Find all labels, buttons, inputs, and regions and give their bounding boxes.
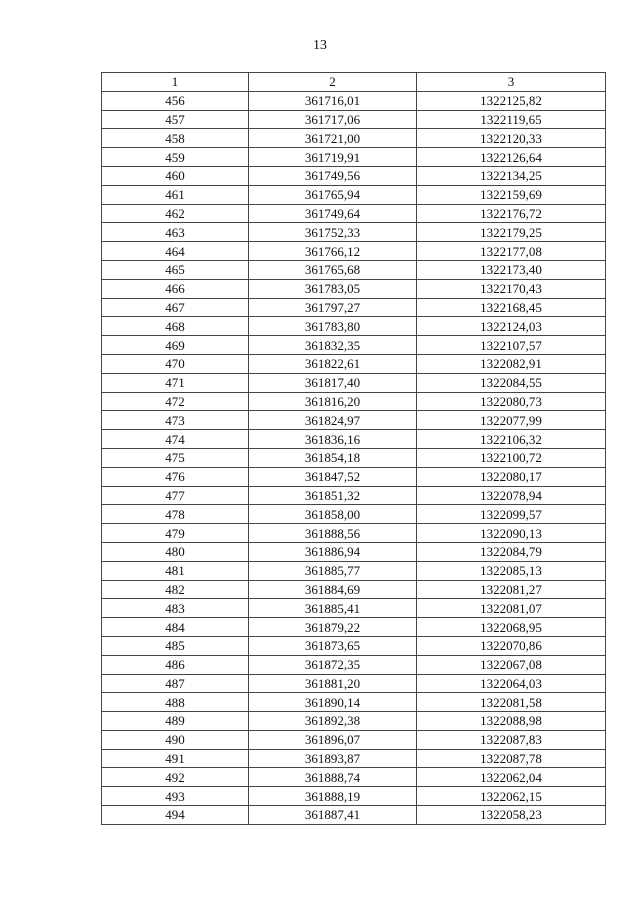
coordinate-x-cell: 361851,32 bbox=[249, 486, 417, 505]
table-row bbox=[102, 110, 606, 129]
coordinate-y-cell: 1322159,69 bbox=[417, 185, 606, 204]
point-number-cell: 491 bbox=[102, 749, 249, 768]
coordinate-y-cell: 1322087,83 bbox=[417, 730, 606, 749]
coordinate-y-cell: 1322134,25 bbox=[417, 166, 606, 185]
point-number-cell: 465 bbox=[102, 260, 249, 279]
coordinate-x-cell: 361783,05 bbox=[249, 279, 417, 298]
table-row bbox=[102, 129, 606, 148]
coordinate-x-cell: 361749,64 bbox=[249, 204, 417, 223]
point-number-cell: 475 bbox=[102, 448, 249, 467]
coordinate-y-cell: 1322081,27 bbox=[417, 580, 606, 599]
coordinate-y-cell: 1322087,78 bbox=[417, 749, 606, 768]
point-number-cell: 490 bbox=[102, 730, 249, 749]
coordinate-y-cell: 1322106,32 bbox=[417, 430, 606, 449]
coordinate-y-cell: 1322077,99 bbox=[417, 411, 606, 430]
coordinate-y-cell: 1322080,17 bbox=[417, 467, 606, 486]
coordinate-y-cell: 1322179,25 bbox=[417, 223, 606, 242]
table-row bbox=[102, 185, 606, 204]
point-number-cell: 477 bbox=[102, 486, 249, 505]
coordinate-x-cell: 361885,41 bbox=[249, 599, 417, 618]
coordinate-y-cell: 1322081,58 bbox=[417, 693, 606, 712]
coordinate-y-cell: 1322088,98 bbox=[417, 712, 606, 731]
point-number-cell: 485 bbox=[102, 636, 249, 655]
column-header-2: 2 bbox=[249, 73, 417, 92]
table-body bbox=[102, 91, 606, 824]
coordinate-x-cell: 361888,56 bbox=[249, 524, 417, 543]
coordinate-y-cell: 1322126,64 bbox=[417, 148, 606, 167]
point-number-cell: 468 bbox=[102, 317, 249, 336]
coordinate-y-cell: 1322120,33 bbox=[417, 129, 606, 148]
coordinate-x-cell: 361884,69 bbox=[249, 580, 417, 599]
table-row bbox=[102, 768, 606, 787]
table-row bbox=[102, 354, 606, 373]
table-row bbox=[102, 260, 606, 279]
coordinate-x-cell: 361721,00 bbox=[249, 129, 417, 148]
point-number-cell: 467 bbox=[102, 298, 249, 317]
point-number-cell: 483 bbox=[102, 599, 249, 618]
point-number-cell: 480 bbox=[102, 542, 249, 561]
coordinate-y-cell: 1322099,57 bbox=[417, 505, 606, 524]
coordinate-x-cell: 361765,94 bbox=[249, 185, 417, 204]
table-row bbox=[102, 524, 606, 543]
table-row bbox=[102, 242, 606, 261]
coordinate-y-cell: 1322177,08 bbox=[417, 242, 606, 261]
coordinate-x-cell: 361854,18 bbox=[249, 448, 417, 467]
table-row bbox=[102, 749, 606, 768]
coordinate-y-cell: 1322082,91 bbox=[417, 354, 606, 373]
point-number-cell: 472 bbox=[102, 392, 249, 411]
table-row bbox=[102, 674, 606, 693]
point-number-cell: 486 bbox=[102, 655, 249, 674]
table-row bbox=[102, 148, 606, 167]
coordinate-y-cell: 1322084,79 bbox=[417, 542, 606, 561]
table-row bbox=[102, 166, 606, 185]
coordinate-x-cell: 361766,12 bbox=[249, 242, 417, 261]
table-row bbox=[102, 542, 606, 561]
coordinate-x-cell: 361888,74 bbox=[249, 768, 417, 787]
point-number-cell: 473 bbox=[102, 411, 249, 430]
point-number-cell: 466 bbox=[102, 279, 249, 298]
coordinate-y-cell: 1322068,95 bbox=[417, 618, 606, 637]
coordinate-y-cell: 1322064,03 bbox=[417, 674, 606, 693]
coordinate-y-cell: 1322081,07 bbox=[417, 599, 606, 618]
point-number-cell: 456 bbox=[102, 91, 249, 110]
coordinate-x-cell: 361717,06 bbox=[249, 110, 417, 129]
column-header-1: 1 bbox=[102, 73, 249, 92]
table-row bbox=[102, 223, 606, 242]
coordinate-x-cell: 361752,33 bbox=[249, 223, 417, 242]
point-number-cell: 492 bbox=[102, 768, 249, 787]
table-row bbox=[102, 580, 606, 599]
coordinate-y-cell: 1322176,72 bbox=[417, 204, 606, 223]
table-row bbox=[102, 561, 606, 580]
point-number-cell: 462 bbox=[102, 204, 249, 223]
point-number-cell: 457 bbox=[102, 110, 249, 129]
point-number-cell: 463 bbox=[102, 223, 249, 242]
point-number-cell: 470 bbox=[102, 354, 249, 373]
coordinate-y-cell: 1322070,86 bbox=[417, 636, 606, 655]
coordinate-y-cell: 1322058,23 bbox=[417, 806, 606, 825]
point-number-cell: 461 bbox=[102, 185, 249, 204]
table-row bbox=[102, 411, 606, 430]
table-row bbox=[102, 317, 606, 336]
coordinate-x-cell: 361824,97 bbox=[249, 411, 417, 430]
table-row bbox=[102, 279, 606, 298]
table-row bbox=[102, 392, 606, 411]
table-row bbox=[102, 655, 606, 674]
table-row bbox=[102, 467, 606, 486]
table-row bbox=[102, 712, 606, 731]
point-number-cell: 489 bbox=[102, 712, 249, 731]
coordinate-x-cell: 361887,41 bbox=[249, 806, 417, 825]
table-row bbox=[102, 486, 606, 505]
column-header-3: 3 bbox=[417, 73, 606, 92]
coordinate-x-cell: 361881,20 bbox=[249, 674, 417, 693]
coordinate-x-cell: 361896,07 bbox=[249, 730, 417, 749]
coordinate-x-cell: 361888,19 bbox=[249, 787, 417, 806]
coordinate-y-cell: 1322124,03 bbox=[417, 317, 606, 336]
point-number-cell: 458 bbox=[102, 129, 249, 148]
coordinate-x-cell: 361783,80 bbox=[249, 317, 417, 336]
table-row bbox=[102, 204, 606, 223]
coordinate-y-cell: 1322168,45 bbox=[417, 298, 606, 317]
coordinate-y-cell: 1322062,15 bbox=[417, 787, 606, 806]
coordinate-x-cell: 361822,61 bbox=[249, 354, 417, 373]
coordinate-y-cell: 1322100,72 bbox=[417, 448, 606, 467]
coordinate-x-cell: 361719,91 bbox=[249, 148, 417, 167]
table-row bbox=[102, 430, 606, 449]
coordinate-x-cell: 361749,56 bbox=[249, 166, 417, 185]
point-number-cell: 487 bbox=[102, 674, 249, 693]
coordinate-y-cell: 1322173,40 bbox=[417, 260, 606, 279]
coordinate-x-cell: 361817,40 bbox=[249, 373, 417, 392]
table-header-row bbox=[102, 73, 606, 92]
coordinate-x-cell: 361797,27 bbox=[249, 298, 417, 317]
table-row bbox=[102, 505, 606, 524]
point-number-cell: 459 bbox=[102, 148, 249, 167]
coordinate-y-cell: 1322170,43 bbox=[417, 279, 606, 298]
coordinate-y-cell: 1322107,57 bbox=[417, 336, 606, 355]
point-number-cell: 484 bbox=[102, 618, 249, 637]
point-number-cell: 476 bbox=[102, 467, 249, 486]
table-row bbox=[102, 693, 606, 712]
coordinate-y-cell: 1322084,55 bbox=[417, 373, 606, 392]
coordinate-x-cell: 361885,77 bbox=[249, 561, 417, 580]
point-number-cell: 464 bbox=[102, 242, 249, 261]
table-row bbox=[102, 91, 606, 110]
table-row bbox=[102, 448, 606, 467]
coordinate-x-cell: 361765,68 bbox=[249, 260, 417, 279]
coordinate-x-cell: 361872,35 bbox=[249, 655, 417, 674]
coordinate-x-cell: 361873,65 bbox=[249, 636, 417, 655]
page-number: 13 bbox=[313, 38, 327, 53]
table-row bbox=[102, 618, 606, 637]
table-row bbox=[102, 373, 606, 392]
table-row bbox=[102, 806, 606, 825]
coordinate-y-cell: 1322085,13 bbox=[417, 561, 606, 580]
point-number-cell: 494 bbox=[102, 806, 249, 825]
coordinate-x-cell: 361879,22 bbox=[249, 618, 417, 637]
point-number-cell: 460 bbox=[102, 166, 249, 185]
coordinate-y-cell: 1322067,08 bbox=[417, 655, 606, 674]
coordinate-x-cell: 361832,35 bbox=[249, 336, 417, 355]
point-number-cell: 471 bbox=[102, 373, 249, 392]
point-number-cell: 481 bbox=[102, 561, 249, 580]
coordinate-y-cell: 1322090,13 bbox=[417, 524, 606, 543]
point-number-cell: 493 bbox=[102, 787, 249, 806]
coordinate-y-cell: 1322080,73 bbox=[417, 392, 606, 411]
coordinate-x-cell: 361836,16 bbox=[249, 430, 417, 449]
point-number-cell: 482 bbox=[102, 580, 249, 599]
table-row bbox=[102, 787, 606, 806]
point-number-cell: 479 bbox=[102, 524, 249, 543]
coordinate-x-cell: 361816,20 bbox=[249, 392, 417, 411]
coordinate-x-cell: 361858,00 bbox=[249, 505, 417, 524]
table-row bbox=[102, 730, 606, 749]
table-row bbox=[102, 636, 606, 655]
table-row bbox=[102, 599, 606, 618]
point-number-cell: 469 bbox=[102, 336, 249, 355]
coordinate-y-cell: 1322062,04 bbox=[417, 768, 606, 787]
coordinate-y-cell: 1322119,65 bbox=[417, 110, 606, 129]
coordinate-x-cell: 361886,94 bbox=[249, 542, 417, 561]
point-number-cell: 478 bbox=[102, 505, 249, 524]
coordinate-x-cell: 361847,52 bbox=[249, 467, 417, 486]
coordinates-table bbox=[101, 72, 606, 825]
coordinate-x-cell: 361890,14 bbox=[249, 693, 417, 712]
coordinate-y-cell: 1322078,94 bbox=[417, 486, 606, 505]
coordinate-x-cell: 361892,38 bbox=[249, 712, 417, 731]
coordinate-x-cell: 361716,01 bbox=[249, 91, 417, 110]
point-number-cell: 488 bbox=[102, 693, 249, 712]
coordinate-x-cell: 361893,87 bbox=[249, 749, 417, 768]
point-number-cell: 474 bbox=[102, 430, 249, 449]
table-row bbox=[102, 298, 606, 317]
table-row bbox=[102, 336, 606, 355]
coordinate-y-cell: 1322125,82 bbox=[417, 91, 606, 110]
